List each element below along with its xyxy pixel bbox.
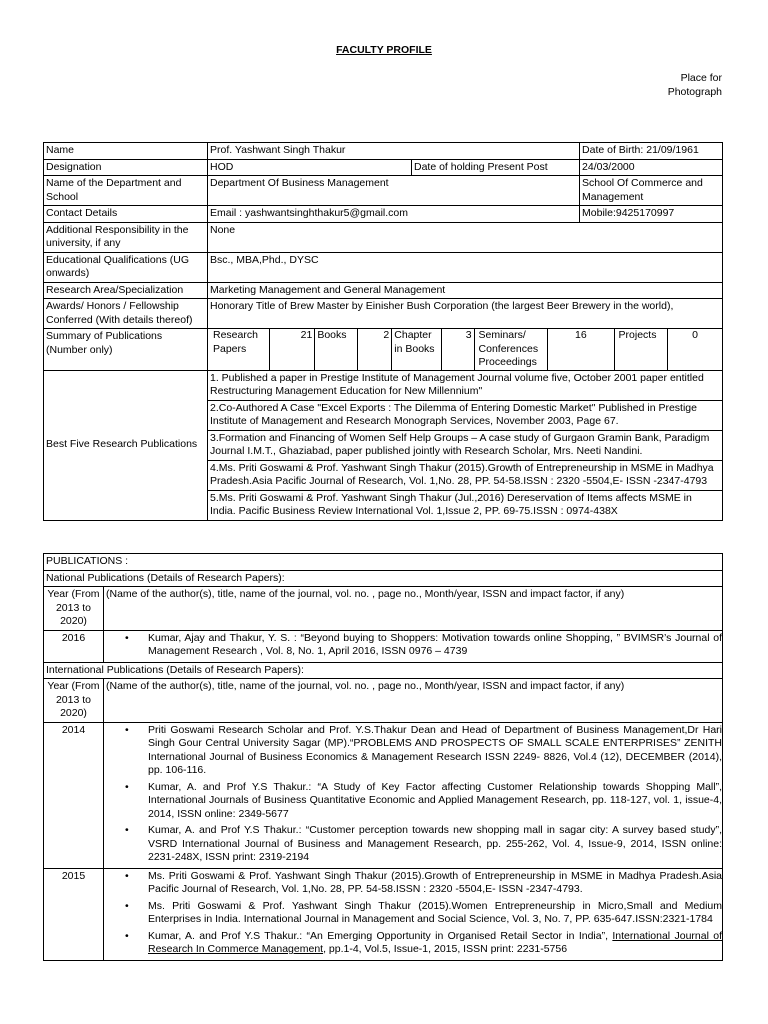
profile-row-designation (44, 159, 723, 176)
publication-item: • Kumar, A. and Prof Y.S Thakur.: “A Study of Key Factor affecting Customer Relationship towards Shopping Mall”, International Journals of Business Quantitative Economic and Applied Management Research, pp. 118-127, vol. 1, issue-4, 2014, ISSN online: 2349-5677 (148, 781, 722, 822)
research-label: Research Area/Specialization (44, 282, 208, 299)
dept-value: Department Of Business Management (208, 176, 580, 206)
national-heading: National Publications (Details of Research Papers): (44, 570, 723, 587)
profile-row-name (44, 143, 723, 160)
additional-value: None (208, 222, 723, 252)
journal-name: International Journal of Research In Commerce Management (148, 929, 723, 955)
summary-seminars-value: 16 (548, 329, 614, 370)
best-label: Best Five Research Publications (44, 370, 208, 520)
summary-books-label: Books (315, 329, 358, 370)
details-header: (Name of the author(s), title, name of the journal, vol. no. , page no., Month/year, ISSN and impact factor, if any) (104, 587, 723, 631)
dob-value: Date of Birth: 21/09/1961 (580, 143, 723, 160)
summary-projects-label: Projects (614, 329, 667, 370)
summary-books-value: 2 (358, 329, 392, 370)
summary-cell (208, 329, 723, 371)
publication-item: • Kumar, A. and Prof Y.S Thakur.: “Customer perception towards new shopping mall in sagar city: A survey based study”, VSRD International Journal of Business and Management Research, pp. 255-262, Vol. 4, Issue-9, 2014, ISSN online: 2231-248X, ISSN print: 2319-2194 (148, 824, 722, 865)
year-header: Year (From 2013 to 2020) (44, 679, 104, 723)
publication-item: • Ms. Priti Goswami & Prof. Yashwant Singh Thakur (2015).Growth of Entrepreneurship in MSME in Madhya Pradesh.Asia Pacific Journal of Research, Vol. 1,No. 28, PP. 54-58.ISSN : 2320 -5504,E- ISSN -2347-4793. (148, 870, 722, 897)
best-publication: 2.Co-Authored A Case "Excel Exports : The Dilemma of Entering Domestic Market" Published in Prestige Institute of Management and Research Monograph Services, November 2003, Page 67. (208, 400, 723, 430)
best-publication: 5.Ms. Priti Goswami & Prof. Yashwant Singh Thakur (Jul.,2016) Dereservation of Items affects MSME in India. Pacific Business Review International Vol. 1,Issue 2, PP. 69-75.ISSN : 0974-438X (208, 490, 723, 520)
profile-row-department (44, 176, 723, 206)
year-cell: 2015 (44, 868, 104, 960)
name-value: Prof. Yashwant Singh Thakur (208, 143, 580, 160)
profile-table (43, 142, 723, 521)
research-value: Marketing Management and General Management (208, 282, 723, 299)
summary-papers-value: 21 (270, 329, 315, 370)
summary-label: Summary of Publications (Number only) (44, 329, 208, 371)
dept-label: Name of the Department and School (44, 176, 208, 206)
best-publication: 1. Published a paper in Prestige Institute of Management Journal volume five, October 2001 paper entitled Restructuring Management Education for New Millennium" (208, 370, 723, 400)
profile-row-education (44, 252, 723, 282)
publication-item: • Kumar, Ajay and Thakur, Y. S. : “Beyond buying to Shoppers: Motivation towards online Shopping, ” BVIMSR’s Journal of Management Research , Vol. 8, No. 1, April 2016, ISSN 0976 – 4739 (148, 632, 722, 659)
publication-list-cell (104, 868, 723, 960)
summary-seminars-label: Seminars/ Conferences Proceedings (474, 329, 548, 370)
summary-papers-label: Research Papers (208, 329, 270, 370)
photo-label-line1: Place for (680, 72, 722, 84)
education-value: Bsc., MBA,Phd., DYSC (208, 252, 723, 282)
designation-value: HOD (208, 159, 412, 176)
international-row-2015 (44, 868, 723, 960)
international-heading: International Publications (Details of Research Papers): (44, 662, 723, 679)
profile-row-awards (44, 299, 723, 329)
publication-item (148, 930, 722, 957)
summary-chapter-label: Chapter in Books (392, 329, 442, 370)
summary-projects-value: 0 (692, 329, 698, 341)
profile-row-contact (44, 206, 723, 223)
name-label: Name (44, 143, 208, 160)
awards-label: Awards/ Honors / Fellowship Conferred (With details thereof) (44, 299, 208, 329)
education-label: Educational Qualifications (UG onwards) (44, 252, 208, 282)
mobile-value: Mobile:9425170997 (580, 206, 723, 223)
publication-item-text: Kumar, A. and Prof Y.S Thakur.: “An Emerging Opportunity in Organised Retail Sector in India”, (148, 929, 613, 942)
publication-item: • Priti Goswami Research Scholar and Prof. Y.S.Thakur Dean and Head of Department of Business Management,Dr Hari Singh Gour Central University Sagar (MP).“PROBLEMS AND PROSPECTS OF SMALL SCALE ENTERPRISES” ZENITH International Journal of Business Economics & Management Research ISSN 2249- 8826, Vol.4 (12), DECEMBER (2014), pp. 106-116. (148, 724, 722, 778)
school-value: School Of Commerce and Management (580, 176, 723, 206)
publication-item-text: , pp.1-4, Vol.5, Issue-1, 2015, ISSN print: 2231-5756 (323, 943, 568, 955)
photo-placeholder (668, 72, 722, 99)
summary-chapter-value: 3 (442, 329, 474, 370)
photo-label-line2: Photograph (667, 85, 722, 98)
profile-row-best-1 (44, 370, 723, 400)
awards-value: Honorary Title of Brew Master by Einisher Bush Corporation (the largest Beer Brewery in the world), (208, 299, 723, 329)
holding-label: Date of holding Present Post (412, 159, 580, 176)
publications-heading: PUBLICATIONS : (44, 554, 723, 571)
designation-label: Designation (44, 159, 208, 176)
publication-item: • Ms. Priti Goswami & Prof. Yashwant Singh Thakur (2015).Women Entrepreneurship in Micro,Small and Medium Enterprises in India. International Journal in Management and Social Science, Vol. 3, No. 7, PP. 635-647.ISSN:2321-1784 (148, 900, 722, 927)
publication-list-cell (104, 722, 723, 868)
profile-row-summary (44, 329, 723, 371)
holding-value: 24/03/2000 (580, 159, 723, 176)
page-title: FACULTY PROFILE (336, 44, 432, 56)
publication-list (104, 870, 722, 957)
publication-list (104, 632, 722, 659)
additional-label: Additional Responsibility in the university, if any (44, 222, 208, 252)
profile-row-additional (44, 222, 723, 252)
summary-table (208, 329, 722, 370)
email-value: Email : yashwantsinghthakur5@gmail.com (208, 206, 580, 223)
international-row-2014 (44, 722, 723, 868)
year-header: Year (From 2013 to 2020) (44, 587, 104, 631)
year-cell: 2014 (44, 722, 104, 868)
contact-label: Contact Details (44, 206, 208, 223)
national-row-2016 (44, 630, 723, 662)
profile-row-research (44, 282, 723, 299)
best-publication: 4.Ms. Priti Goswami & Prof. Yashwant Singh Thakur (2015).Growth of Entrepreneurship in MSME in Madhya Pradesh.Asia Pacific Journal of Research, Vol. 1,No. 28, PP. 54-58.ISSN : 2320 -5504,E- ISSN -2347-4793 (208, 460, 723, 490)
publication-list-cell (104, 630, 723, 662)
details-header: (Name of the author(s), title, name of the journal, vol. no. , page no., Month/year, ISSN and impact factor, if any) (104, 679, 723, 723)
publications-table (43, 553, 723, 961)
publication-list (104, 724, 722, 865)
year-cell: 2016 (44, 630, 104, 662)
best-publication: 3.Formation and Financing of Women Self Help Groups – A case study of Gurgaon Gramin Bank, Paradigm Journal I.M.T., Ghaziabad, paper published jointly with Research Scholar, Mrs. Neeti Nandini. (208, 430, 723, 460)
